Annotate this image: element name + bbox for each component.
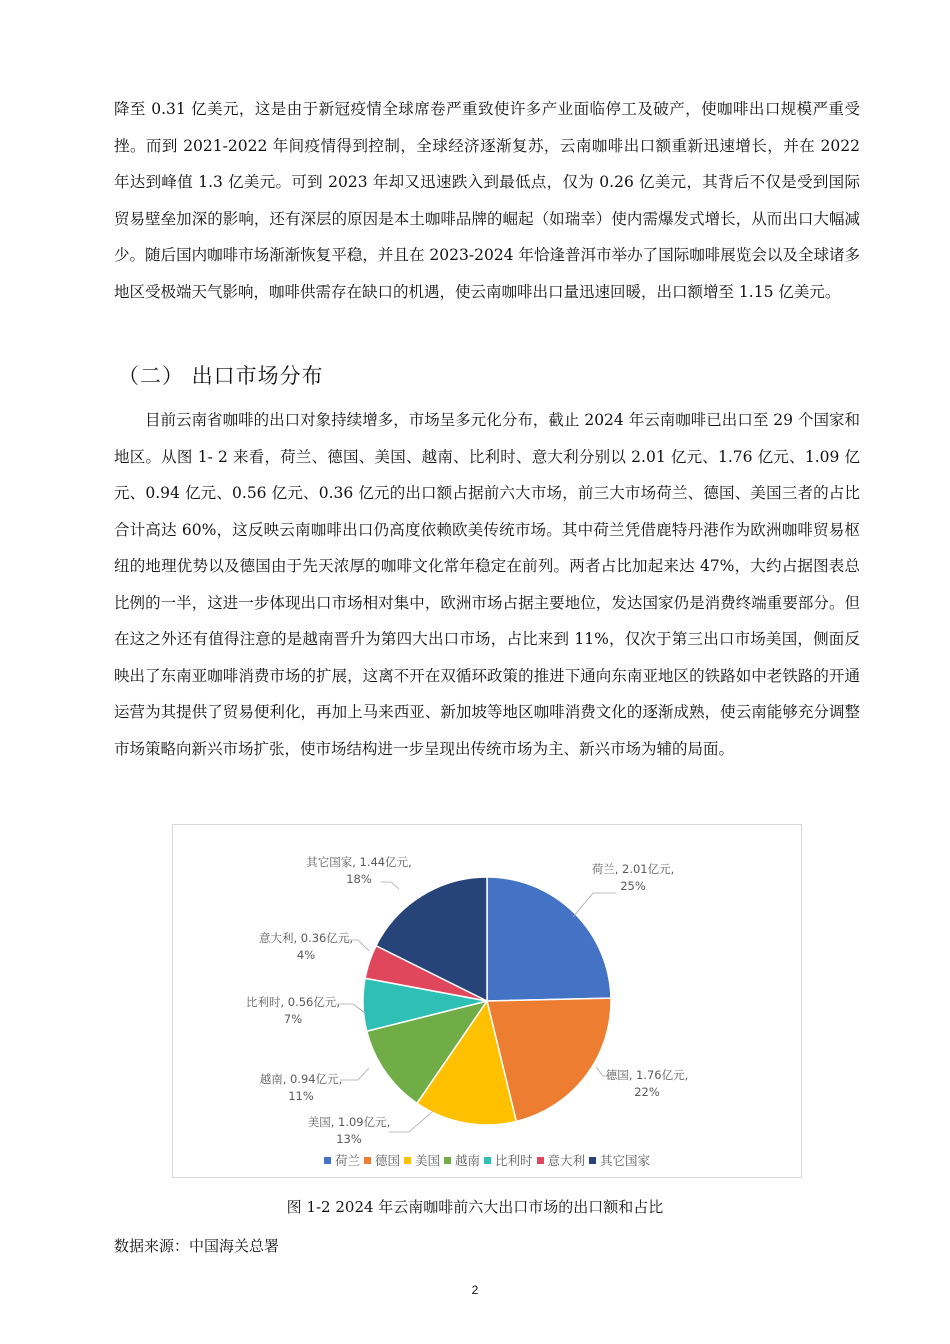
legend-item-5 xyxy=(537,1151,586,1169)
legend-item-0 xyxy=(324,1151,360,1169)
leader-line-4 xyxy=(336,1004,365,1013)
legend-swatch-4 xyxy=(484,1157,491,1164)
legend-label-0: 荷兰 xyxy=(334,1153,360,1168)
legend-item-3 xyxy=(444,1151,480,1169)
pie-chart xyxy=(172,824,802,1178)
legend-label-4: 比利时 xyxy=(495,1153,533,1168)
slice-label-4: 比利时, 0.56亿元, 7% xyxy=(245,995,341,1026)
legend-item-6 xyxy=(589,1151,650,1169)
chart-legend xyxy=(173,1151,801,1169)
slice-label-5: 意大利, 0.36亿元, 4% xyxy=(258,931,354,962)
body-paragraph-main: 目前云南省咖啡的出口对象持续增多，市场呈多元化分布，截止 2024 年云南咖啡已出口至 29 个国家和地区。从图 1- 2 来看，荷兰、德国、美国、越南、比利时、意大利分别以 2.01 亿元、1.76 亿元、1.09 亿元、0.94 亿元、0.56 亿元、0.36 亿元的出口额占据前六大市场，前三大市场荷兰、德国、美国三者的占比合计高达 60%，这反映云南咖啡出口仍高度依赖欧美传统市场。其中荷兰凭借鹿特丹港作为欧洲咖啡贸易枢纽的地理优势以及德国由于先天浓厚的咖啡文化常年稳定在前列。两者占比加起来达 47%，大约占据图表总比例的一半，这进一步体现出口市场相对集中，欧洲市场占据主要地位，发达国家仍是消费终端重要部分。但在这之外还有值得注意的是越南晋升为第四大出口市场，占比来到 11%，仅次于第三出口市场美国，侧面反映出了东南亚咖啡消费市场的扩展，这离不开在双循环政策的推进下通向东南亚地区的铁路如中老铁路的开通运营为其提供了贸易便利化，再加上马来西亚、新加坡等地区咖啡消费文化的逐渐成熟，使云南能够充分调整市场策略向新兴市场扩张，使市场结构进一步呈现出传统市场为主、新兴市场为辅的局面。 xyxy=(114,411,860,758)
leader-line-3 xyxy=(340,1068,369,1080)
leader-line-6 xyxy=(381,882,399,889)
figure-caption: 图 1-2 2024 年云南咖啡前六大出口市场的出口额和占比 xyxy=(286,1198,664,1216)
slice-label-1: 德国, 1.76亿元, 22% xyxy=(605,1068,689,1099)
legend-swatch-0 xyxy=(324,1157,331,1164)
legend-label-6: 其它国家 xyxy=(600,1153,651,1168)
pie-slice-0 xyxy=(487,877,611,1001)
slice-label-6: 其它国家, 1.44亿元, 18% xyxy=(306,855,412,886)
slice-label-2: 美国, 1.09亿元, 13% xyxy=(307,1115,391,1146)
legend-item-2 xyxy=(404,1151,440,1169)
legend-label-5: 意大利 xyxy=(547,1153,586,1168)
legend-item-1 xyxy=(364,1151,400,1169)
legend-item-4 xyxy=(484,1151,533,1169)
slice-label-3: 越南, 0.94亿元, 11% xyxy=(259,1072,343,1103)
slice-label-0: 荷兰, 2.01亿元, 25% xyxy=(591,862,675,893)
legend-swatch-2 xyxy=(404,1157,411,1164)
leader-line-0 xyxy=(573,893,616,917)
leader-line-2 xyxy=(389,1111,433,1132)
legend-label-3: 越南 xyxy=(454,1153,480,1168)
legend-swatch-1 xyxy=(364,1157,371,1164)
legend-swatch-6 xyxy=(589,1157,596,1164)
legend-label-2: 美国 xyxy=(414,1153,440,1168)
legend-swatch-5 xyxy=(537,1157,544,1164)
legend-label-1: 德国 xyxy=(374,1153,400,1168)
body-paragraph-top: 降至 0.31 亿美元，这是由于新冠疫情全球席卷严重致使许多产业面临停工及破产，使咖啡出口规模严重受挫。而到 2021-2022 年间疫情得到控制，全球经济逐渐复苏，云南咖啡出口额重新迅速增长，并在 2022 年达到峰值 1.3 亿美元。可到 2023 年却又迅速跌入到最低点，仅为 0.26 亿美元，其背后不仅是受到国际贸易壁垒加深的影响，还有深层的原因是本土咖啡品牌的崛起（如瑞幸）使内需爆发式增长，从而出口大幅减少。随后国内咖啡市场渐渐恢复平稳，并且在 2023-2024 年恰逢普洱市举办了国际咖啡展览会以及全球诸多地区受极端天气影响，咖啡供需存在缺口的机遇，使云南咖啡出口量迅速回暖，出口额增至 1.15 亿美元。 xyxy=(114,100,860,301)
page-number: 2 xyxy=(471,1283,479,1297)
legend-swatch-3 xyxy=(444,1157,451,1164)
section-heading: （二） 出口市场分布 xyxy=(118,364,324,388)
pie-chart-svg xyxy=(173,825,801,1155)
data-source: 数据来源：中国海关总署 xyxy=(114,1237,280,1255)
